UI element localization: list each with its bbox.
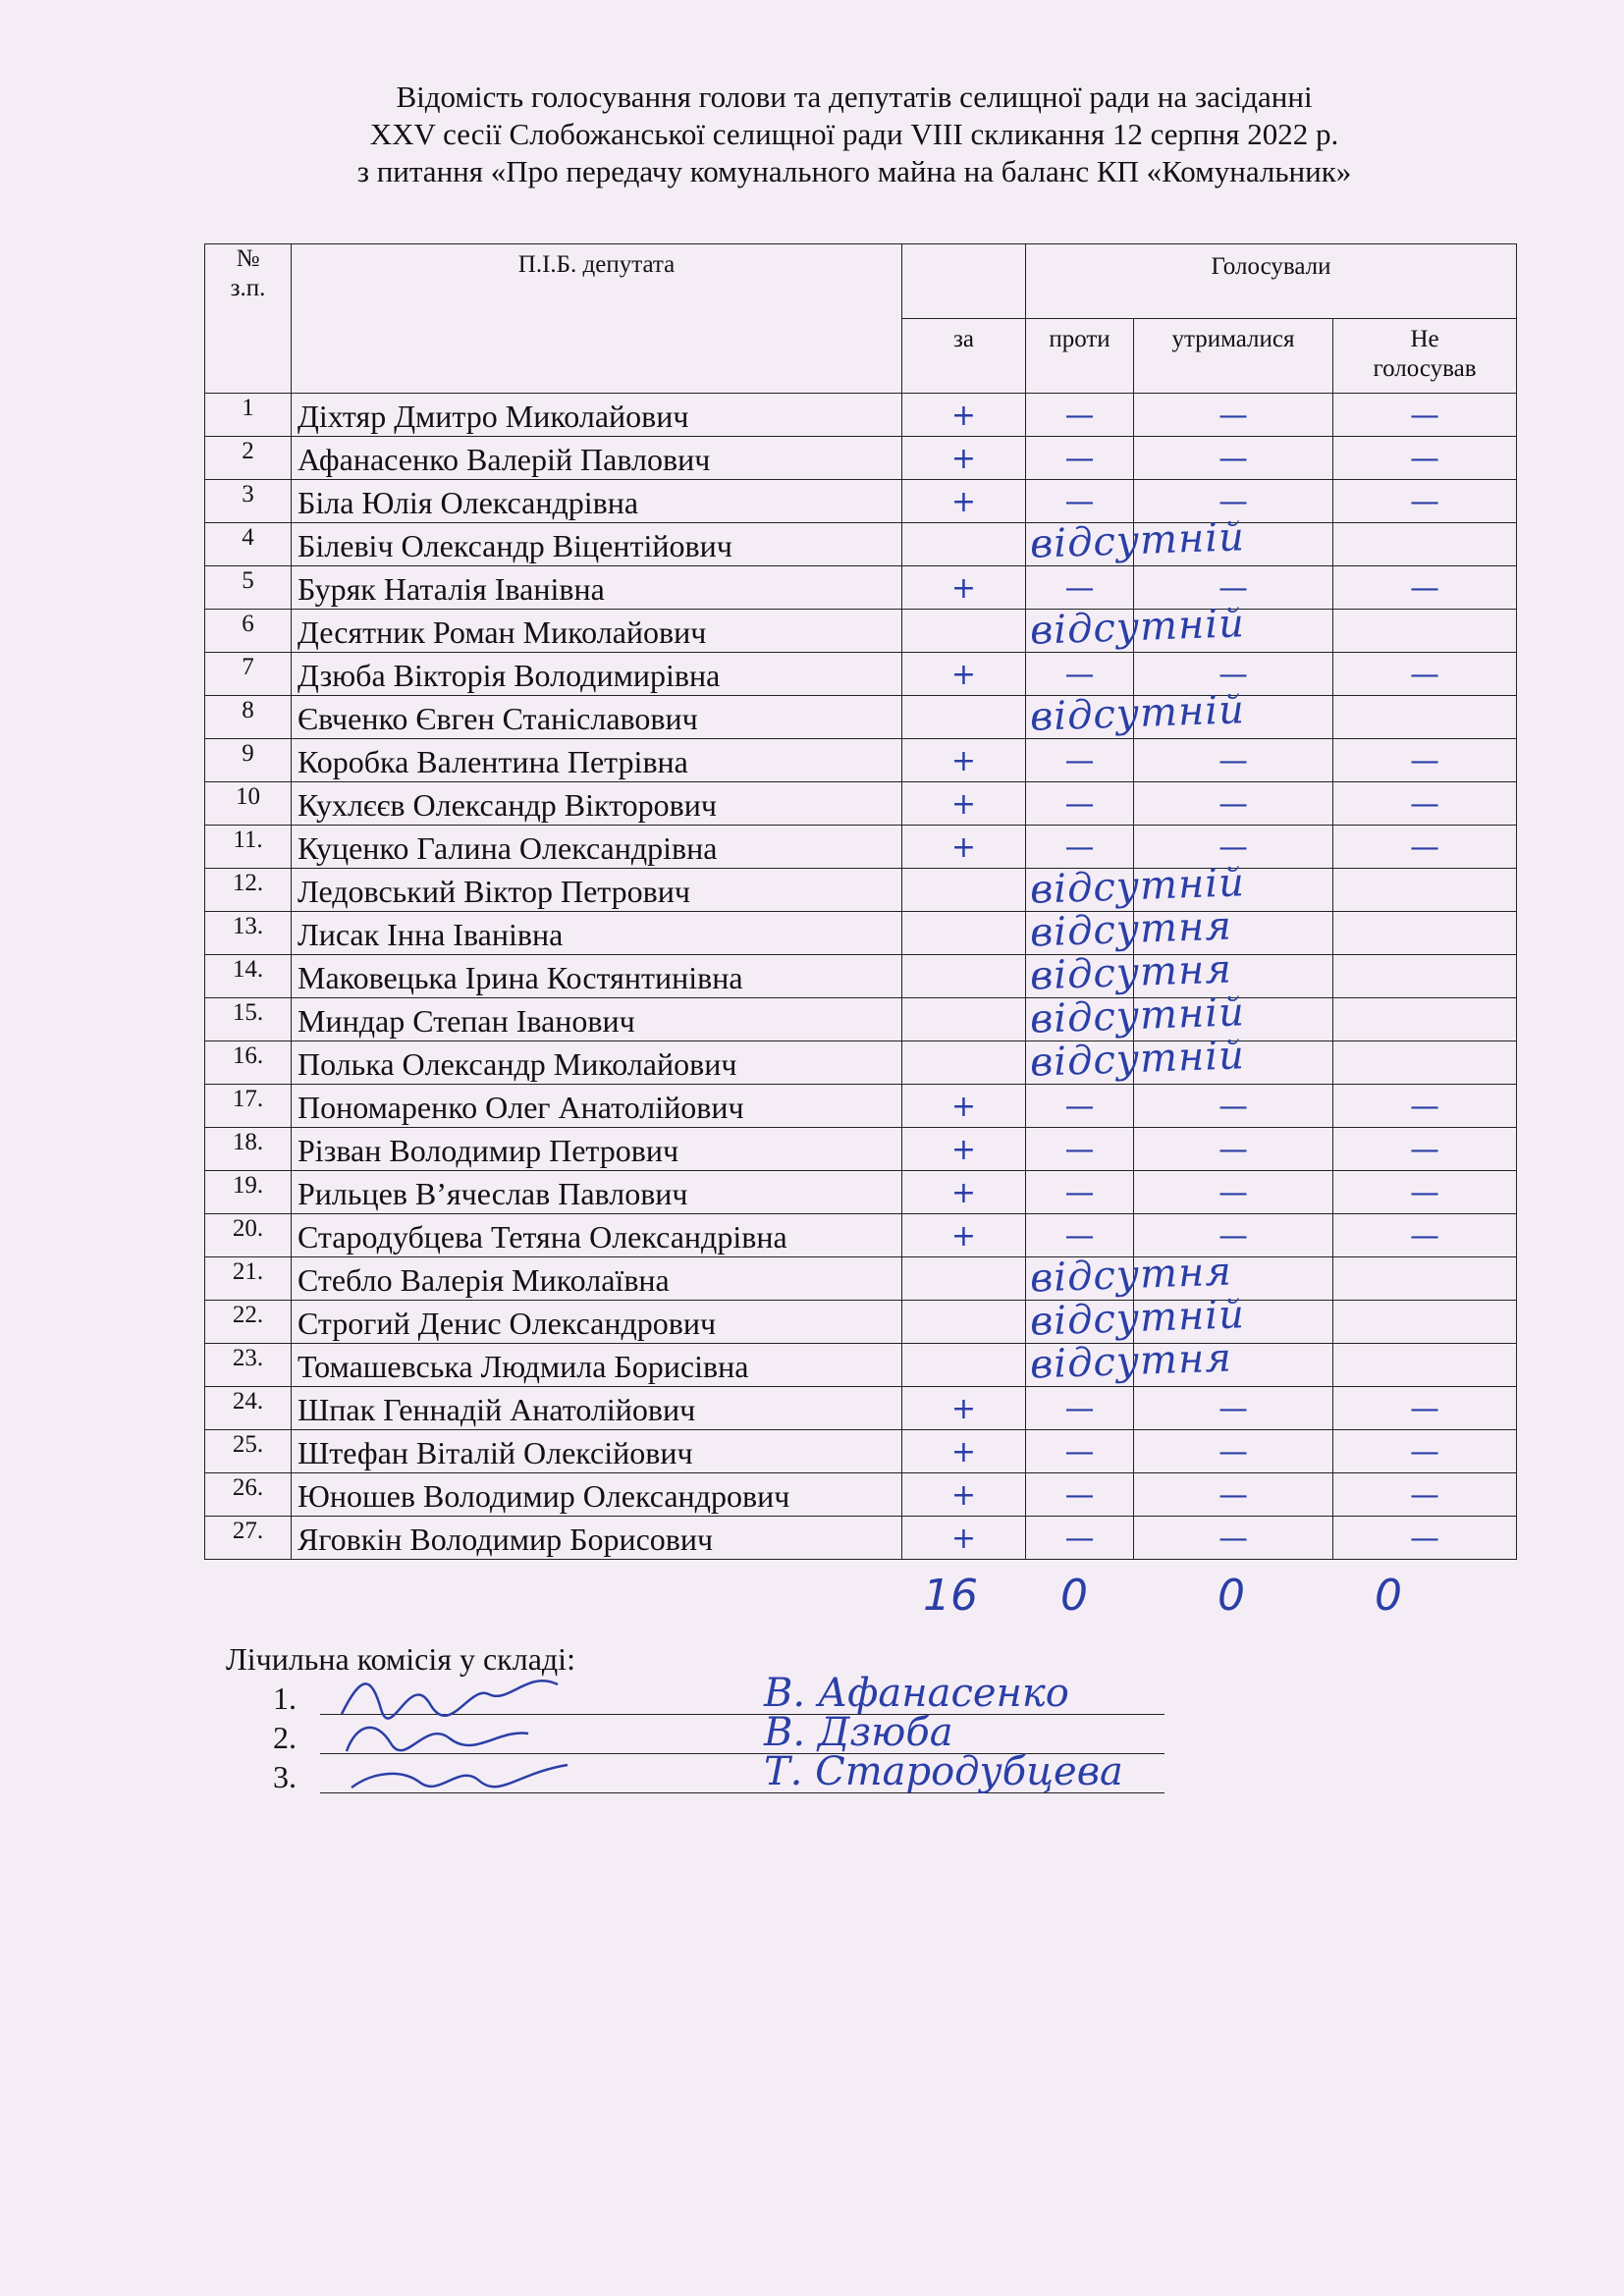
row-number: 12.	[205, 869, 292, 912]
vote-not-voted: —	[1333, 826, 1517, 869]
vote-not-voted	[1333, 1301, 1517, 1344]
table-body	[205, 394, 1517, 1560]
deputy-name: Стародубцева Тетяна Олександрівна	[292, 1214, 902, 1257]
table-row	[205, 1085, 1517, 1128]
vote-against: —	[1026, 826, 1134, 869]
vote-for	[902, 514, 1246, 567]
vote-not-voted: —	[1333, 1387, 1517, 1430]
table-row	[205, 739, 1517, 782]
vote-for: +	[902, 566, 1026, 610]
vote-not-voted: —	[1333, 1214, 1517, 1257]
table-row	[205, 566, 1517, 610]
vote-abstain: —	[1134, 566, 1333, 610]
commission-title: Лічильна комісія у складі:	[226, 1641, 575, 1677]
deputy-name: Діхтяр Дмитро Миколайович	[292, 394, 902, 437]
deputy-name: Куценко Галина Олександрівна	[292, 826, 902, 869]
deputy-name: Кухлєєв Олександр Вікторович	[292, 782, 902, 826]
signature-index: 2.	[273, 1720, 297, 1755]
vote-not-voted	[1333, 1344, 1517, 1387]
table-row	[205, 480, 1517, 523]
row-number: 7	[205, 653, 292, 696]
vote-abstain: —	[1134, 653, 1333, 696]
row-number: 13.	[205, 912, 292, 955]
deputy-name: Штефан Віталій Олексійович	[292, 1430, 902, 1473]
deputy-name: Шпак Геннадій Анатолійович	[292, 1387, 902, 1430]
vote-for: +	[902, 782, 1026, 826]
vote-abstain: —	[1134, 1085, 1333, 1128]
deputy-name: Яговкін Володимир Борисович	[292, 1517, 902, 1560]
row-number: 21.	[205, 1257, 292, 1301]
vote-not-voted	[1333, 696, 1517, 739]
absent-note: відсутня	[1029, 903, 1233, 956]
header-against: проти	[1026, 319, 1134, 394]
vote-abstain: —	[1134, 1517, 1333, 1560]
table-row	[205, 912, 1517, 955]
table-row	[205, 782, 1517, 826]
header-line-3: з питання «Про передачу комунального майна на баланс КП «Комунальник»	[356, 154, 1352, 188]
vote-for: +	[902, 437, 1026, 480]
vote-against: —	[1026, 566, 1134, 610]
deputy-name: Білевіч Олександр Віцентійович	[292, 523, 902, 566]
signature-list	[273, 1671, 1176, 1798]
vote-for: +	[902, 394, 1026, 437]
header-not-voted: Не голосував	[1333, 319, 1517, 394]
absent-note: відсутня	[1029, 1335, 1233, 1388]
total-abstain: 0	[1218, 1571, 1245, 1621]
row-number: 27.	[205, 1517, 292, 1560]
vote-abstain: —	[1134, 1473, 1333, 1517]
signature-index: 3.	[273, 1759, 297, 1794]
vote-against: —	[1026, 1214, 1134, 1257]
row-number: 20.	[205, 1214, 292, 1257]
deputy-name: Юношев Володимир Олександрович	[292, 1473, 902, 1517]
vote-for: +	[902, 1387, 1026, 1430]
vote-against: —	[1026, 1473, 1134, 1517]
vote-abstain: —	[1134, 437, 1333, 480]
signature-name: В. Дзюба	[764, 1710, 953, 1755]
absent-note: відсутній	[1029, 601, 1246, 654]
vote-for: +	[902, 1430, 1026, 1473]
table-row	[205, 1301, 1517, 1344]
deputy-name: Афанасенко Валерій Павлович	[292, 437, 902, 480]
deputy-name: Маковецька Ірина Костянтинівна	[292, 955, 902, 998]
vote-abstain: —	[1134, 739, 1333, 782]
vote-against: —	[1026, 437, 1134, 480]
vote-against: —	[1026, 739, 1134, 782]
vote-for: +	[902, 1171, 1026, 1214]
vote-for: +	[902, 480, 1026, 523]
vote-abstain: —	[1134, 1430, 1333, 1473]
table-row	[205, 955, 1517, 998]
vote-not-voted: —	[1333, 480, 1517, 523]
vote-not-voted	[1333, 1257, 1517, 1301]
row-number: 11.	[205, 826, 292, 869]
header-abstain: утрималися	[1134, 319, 1333, 394]
vote-for	[902, 1335, 1233, 1388]
document-header	[196, 79, 1512, 190]
deputy-name: Коробка Валентина Петрівна	[292, 739, 902, 782]
header-line-1: Відомість голосування голови та депутатів селищної ради на засіданні	[396, 80, 1313, 114]
vote-for: +	[902, 1085, 1026, 1128]
deputy-name: Ледовський Віктор Петрович	[292, 869, 902, 912]
vote-for	[902, 903, 1233, 956]
deputy-name: Десятник Роман Миколайович	[292, 610, 902, 653]
vote-not-voted: —	[1333, 1430, 1517, 1473]
row-number: 24.	[205, 1387, 292, 1430]
row-number: 5	[205, 566, 292, 610]
vote-not-voted: —	[1333, 394, 1517, 437]
vote-abstain: —	[1134, 480, 1333, 523]
vote-for	[902, 687, 1246, 740]
absent-note: відсутня	[1029, 946, 1233, 999]
vote-not-voted: —	[1333, 1517, 1517, 1560]
table-row	[205, 1214, 1517, 1257]
vote-abstain: —	[1134, 1128, 1333, 1171]
vote-not-voted	[1333, 998, 1517, 1041]
vote-abstain: —	[1134, 394, 1333, 437]
header-for: за	[902, 319, 1026, 394]
vote-not-voted: —	[1333, 566, 1517, 610]
vote-not-voted: —	[1333, 437, 1517, 480]
deputy-name: Строгий Денис Олександрович	[292, 1301, 902, 1344]
table-row	[205, 1041, 1517, 1085]
vote-against: —	[1026, 653, 1134, 696]
table-row	[205, 998, 1517, 1041]
absent-note: відсутній	[1029, 989, 1246, 1042]
voting-table	[204, 243, 1517, 1560]
vote-against: —	[1026, 1517, 1134, 1560]
vote-not-voted	[1333, 1041, 1517, 1085]
table-row	[205, 523, 1517, 566]
header-voted-blank	[902, 244, 1026, 319]
vote-for: +	[902, 1473, 1026, 1517]
deputy-name: Рильцев В’ячеслав Павлович	[292, 1171, 902, 1214]
absent-note: відсутній	[1029, 1033, 1246, 1086]
header-number: № з.п.	[205, 244, 292, 394]
vote-against: —	[1026, 1085, 1134, 1128]
table-row	[205, 653, 1517, 696]
row-number: 19.	[205, 1171, 292, 1214]
table-row	[205, 610, 1517, 653]
vote-for	[902, 1249, 1233, 1302]
table-row	[205, 394, 1517, 437]
row-number: 17.	[205, 1085, 292, 1128]
vote-not-voted: —	[1333, 782, 1517, 826]
table-row	[205, 1344, 1517, 1387]
table-row	[205, 826, 1517, 869]
table-row	[205, 1387, 1517, 1430]
row-number: 3	[205, 480, 292, 523]
row-number: 8	[205, 696, 292, 739]
absent-note: відсутній	[1029, 860, 1246, 913]
total-for: 16	[923, 1571, 978, 1621]
table-row	[205, 1517, 1517, 1560]
row-number: 15.	[205, 998, 292, 1041]
table-row	[205, 696, 1517, 739]
vote-not-voted: —	[1333, 1171, 1517, 1214]
row-number: 9	[205, 739, 292, 782]
signature-name: В. Афанасенко	[764, 1671, 1069, 1716]
deputy-name: Буряк Наталія Іванівна	[292, 566, 902, 610]
row-number: 4	[205, 523, 292, 566]
vote-against: —	[1026, 480, 1134, 523]
deputy-name: Томашевська Людмила Борисівна	[292, 1344, 902, 1387]
deputy-name: Пономаренко Олег Анатолійович	[292, 1085, 902, 1128]
deputy-name: Біла Юлія Олександрівна	[292, 480, 902, 523]
table-row	[205, 1430, 1517, 1473]
vote-totals	[923, 1571, 1473, 1629]
handwritten-signature	[332, 1743, 587, 1802]
vote-not-voted	[1333, 523, 1517, 566]
row-number: 18.	[205, 1128, 292, 1171]
vote-against: —	[1026, 1128, 1134, 1171]
vote-not-voted: —	[1333, 1128, 1517, 1171]
vote-for: +	[902, 1128, 1026, 1171]
total-not-voted: 0	[1375, 1571, 1402, 1621]
absent-note: відсутній	[1029, 1292, 1246, 1345]
deputy-name: Різван Володимир Петрович	[292, 1128, 902, 1171]
table-row	[205, 1473, 1517, 1517]
total-against: 0	[1060, 1571, 1088, 1621]
deputy-name: Стебло Валерія Миколаївна	[292, 1257, 902, 1301]
table-row	[205, 869, 1517, 912]
header-voted: Голосували	[1026, 244, 1517, 319]
vote-for	[902, 601, 1246, 654]
vote-for	[902, 989, 1246, 1042]
row-number: 23.	[205, 1344, 292, 1387]
vote-for	[902, 946, 1233, 999]
vote-not-voted: —	[1333, 1085, 1517, 1128]
row-number: 26.	[205, 1473, 292, 1517]
vote-against: —	[1026, 782, 1134, 826]
vote-for: +	[902, 739, 1026, 782]
header-line-2: XXV сесії Слобожанської селищної ради VIII скликання 12 серпня 2022 р.	[369, 117, 1339, 151]
row-number: 16.	[205, 1041, 292, 1085]
vote-for	[902, 860, 1246, 913]
vote-abstain: —	[1134, 1171, 1333, 1214]
vote-abstain: —	[1134, 826, 1333, 869]
vote-not-voted	[1333, 610, 1517, 653]
row-number: 2	[205, 437, 292, 480]
deputy-name: Дзюба Вікторія Володимирівна	[292, 653, 902, 696]
vote-for: +	[902, 653, 1026, 696]
deputy-name: Євченко Євген Станіславович	[292, 696, 902, 739]
row-number: 1	[205, 394, 292, 437]
table-row	[205, 1171, 1517, 1214]
deputy-name: Лисак Інна Іванівна	[292, 912, 902, 955]
table-row	[205, 1257, 1517, 1301]
absent-note: відсутня	[1029, 1249, 1233, 1302]
signature-index: 1.	[273, 1681, 297, 1716]
deputy-name: Полька Олександр Миколайович	[292, 1041, 902, 1085]
table-row	[205, 437, 1517, 480]
vote-not-voted: —	[1333, 653, 1517, 696]
vote-not-voted: —	[1333, 739, 1517, 782]
vote-not-voted	[1333, 955, 1517, 998]
table-row	[205, 1128, 1517, 1171]
vote-not-voted	[1333, 912, 1517, 955]
vote-for	[902, 1292, 1246, 1345]
signature-row	[273, 1749, 1176, 1798]
vote-not-voted: —	[1333, 1473, 1517, 1517]
header-name: П.І.Б. депутата	[292, 244, 902, 394]
row-number: 10	[205, 782, 292, 826]
vote-for: +	[902, 1517, 1026, 1560]
row-number: 22.	[205, 1301, 292, 1344]
row-number: 6	[205, 610, 292, 653]
row-number: 25.	[205, 1430, 292, 1473]
absent-note: відсутній	[1029, 687, 1246, 740]
vote-abstain: —	[1134, 1214, 1333, 1257]
vote-abstain: —	[1134, 782, 1333, 826]
row-number: 14.	[205, 955, 292, 998]
vote-against: —	[1026, 1171, 1134, 1214]
vote-against: —	[1026, 1430, 1134, 1473]
vote-abstain: —	[1134, 1387, 1333, 1430]
vote-not-voted	[1333, 869, 1517, 912]
vote-against: —	[1026, 394, 1134, 437]
vote-for: +	[902, 1214, 1026, 1257]
vote-for	[902, 1033, 1246, 1086]
absent-note: відсутній	[1029, 514, 1246, 567]
vote-against: —	[1026, 1387, 1134, 1430]
signature-name: Т. Стародубцева	[764, 1749, 1123, 1794]
deputy-name: Миндар Степан Іванович	[292, 998, 902, 1041]
vote-for: +	[902, 826, 1026, 869]
